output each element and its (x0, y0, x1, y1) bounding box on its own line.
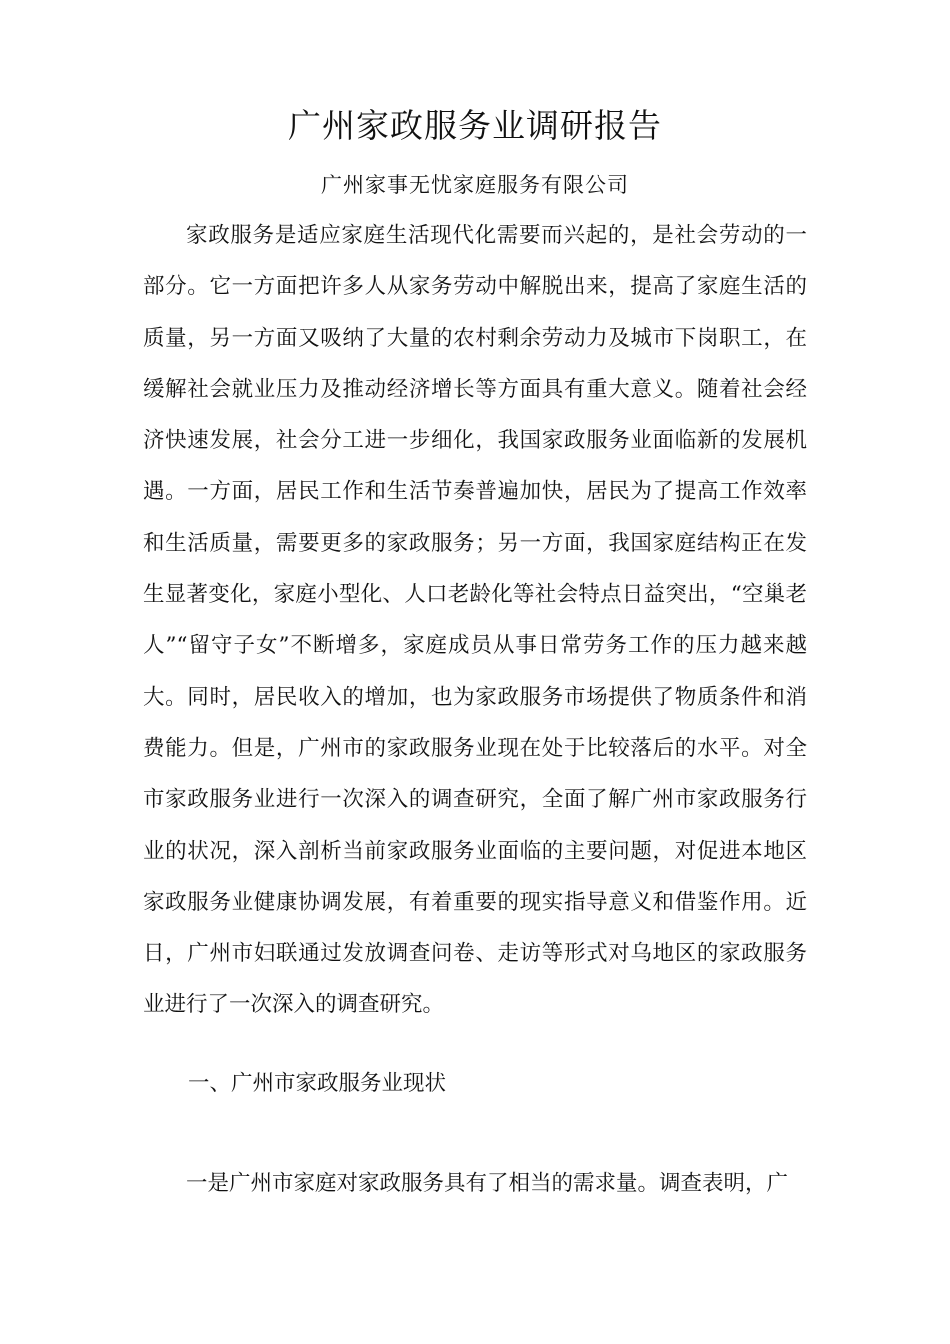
document-title: 广州家政服务业调研报告 (288, 106, 662, 145)
intro-paragraph: 家政服务是适应家庭生活现代化需要而兴起的，是社会劳动的一部分。它一方面把许多人从家务劳动中解脱出来，提高了家庭生活的质量，另一方面又吸纳了大量的农村剩余劳动力及城市下岗职工，在缓解社会就业压力及推动经济增长等方面具有重大意义。随着社会经济快速发展，社会分工进一步细化，我国家政服务业面临新的发展机遇。一方面，居民工作和生活节奏普遍加快，居民为了提高工作效率和生活质量，需要更多的家政服务；另一方面，我国家庭结构正在发生显著变化，家庭小型化、人口老龄化等社会特点日益突出，“空巢老人”“留守子女”不断增多，家庭成员从事日常劳务工作的压力越来越大。同时，居民收入的增加，也为家政服务市场提供了物质条件和消费能力。但是，广州市的家政服务业现在处于比较落后的水平。对全市家政服务业进行一次深入的调查研究，全面了解广州市家政服务行业的状况，深入剖析当前家政服务业面临的主要问题，对促进本地区家政服务业健康协调发展，有着重要的现实指导意义和借鉴作用。近日，广州市妇联通过发放调查问卷、走访等形式对乌地区的家政服务业进行了一次深入的调查研究。 (143, 223, 807, 1018)
document-subtitle: 广州家事无忧家庭服务有限公司 (321, 173, 629, 197)
section-paragraph: 一是广州市家庭对家政服务具有了相当的需求量。调查表明，广 (186, 1171, 789, 1196)
section-heading: 一、广州市家政服务业现状 (188, 1071, 447, 1096)
